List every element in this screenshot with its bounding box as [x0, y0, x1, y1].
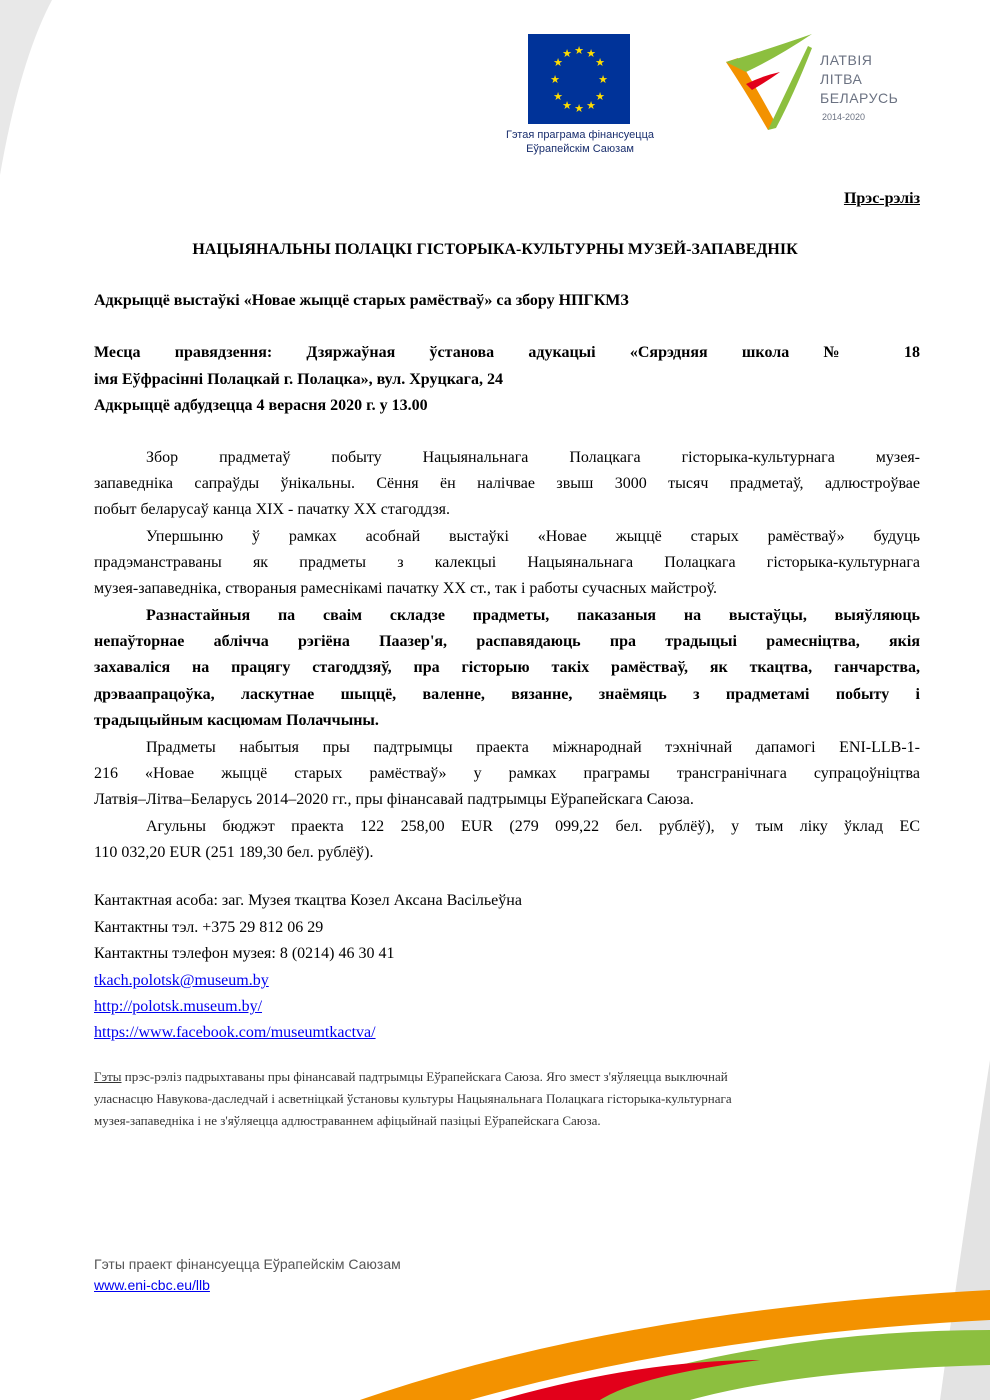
paragraph-4-line-3: Латвія–Літва–Беларусь 2014–2020 гг., пры фінансавай падтрымцы Еўрапейскага Саюза. [94, 791, 694, 808]
contact-person: Кантактная асоба: заг. Музея ткацтва Козел Аксана Васільеўна [94, 892, 522, 909]
eu-flag-logo [528, 34, 630, 124]
opening-date: Адкрыццё адбудзецца 4 верасня 2020 г. у 13.00 [94, 397, 428, 414]
museum-phone: Кантактны тэлефон музея: 8 (0214) 46 30 41 [94, 945, 395, 962]
svg-text:★: ★ [595, 90, 605, 103]
eu-caption-line1: Гэтая праграма фінансуецца [505, 129, 655, 141]
svg-text:★: ★ [574, 102, 584, 115]
paragraph-4-line-1: Прадметы набытыя пры падтрымцы праекта міжнароднай тэхнічнай дапамогі ENI-LLB-1- [146, 739, 920, 756]
disclaimer-line-1 [94, 1069, 920, 1085]
paragraph-2-line-1: Упершыню ў рамках асобнай выстаўкі «Новае жыццё старых рамёстваў» будуць [146, 528, 920, 545]
facebook-line [94, 1024, 376, 1042]
disclaimer-line-3: музея-запаведніка і не з'яўляецца адлюстраваннем афіцыйнай пазіцыі Еўрапейскага Саюза. [94, 1113, 601, 1128]
paragraph-3-line-1: Разнастайныя па сваім складзе прадметы, паказаныя на выстаўцы, выяўляюць [146, 607, 920, 624]
left-top-ribbon [0, 0, 52, 175]
venue-line-1: Месца правядзення: Дзяржаўная ўстанова адукацыі «Сярэдняя школа № 18 [94, 344, 920, 361]
paragraph-4-line-2: 216 «Новае жыццё старых рамёстваў» у рамках праграмы трансгранічнага супрацоўніцтва [94, 765, 920, 782]
svg-text:★: ★ [553, 90, 563, 103]
paragraph-3-line-2: непаўторнае аблічча рэгіёна Паазер'я, распавядаюць пра традыцыі рамесніцтва, якія [94, 633, 920, 650]
svg-text:★: ★ [598, 73, 608, 86]
paragraph-1-line-3: побыт беларусаў канца XIX - пачатку XX стагоддзя. [94, 501, 451, 518]
svg-text:★: ★ [586, 47, 596, 60]
paragraph-5-line-2: 110 032,20 EUR (251 189,30 бел. рублёў). [94, 844, 374, 861]
paragraph-2-line-2: прадэманстраваны як прадметы з калекцыі Нацыянальнага Полацкага гісторыка-культурнага [94, 554, 920, 571]
programme-name-belarus: БЕЛАРУСЬ [820, 90, 899, 106]
facebook-link[interactable]: https://www.facebook.com/museumtkactva/ [94, 1024, 376, 1041]
footer-site-line [94, 1277, 210, 1293]
page-title: НАЦЫЯНАЛЬНЫ ПОЛАЦКІ ГІСТОРЫКА-КУЛЬТУРНЫ МУЗЕЙ-ЗАПАВЕДНІК [192, 241, 798, 258]
paragraph-1-line-2: запаведніка сапраўды ўнікальны. Сёння ён налічвае звыш 3000 тысяч прадметаў, адлюстроўвае [94, 475, 920, 492]
eu-caption-line2: Еўрапейскім Саюзам [526, 143, 634, 155]
paragraph-2-line-3: музея-запаведніка, створаныя рамеснікамі пачатку XX ст., так і работы сучасных майстроў. [94, 580, 717, 597]
svg-text:★: ★ [595, 56, 605, 69]
eu-stars-icon [528, 34, 630, 124]
programme-logo-icon [716, 32, 814, 132]
svg-text:★: ★ [550, 73, 560, 86]
footer-site-link[interactable]: www.eni-cbc.eu/llb [94, 1277, 210, 1293]
programme-name-latvia: ЛАТВІЯ [820, 52, 873, 68]
paragraph-3-line-4: дрэваапрацоўка, ласкутнае шыццё, валенне, вязанне, знаёмяць з прадметамі побыту і [94, 686, 920, 703]
press-release-label: Прэс-рэліз [843, 190, 920, 207]
paragraph-5-line-1: Агульны бюджэт праекта 122 258,00 EUR (279 099,22 бел. рублёў), у тым ліку ўклад ЕС [146, 818, 921, 835]
paragraph-3-line-3: захаваліся на працягу стагоддзяў, пра гісторыю такіх рамёстваў, як ткацтва, ганчарства, [94, 659, 920, 676]
paragraph-1-line-1: Збор прадметаў побыту Нацыянальнага Полацкага гісторыка-культурнага музея- [146, 449, 920, 466]
website-link[interactable]: http://polotsk.museum.by/ [94, 998, 263, 1015]
svg-text:★: ★ [574, 44, 584, 57]
email-link[interactable]: tkach.polotsk@museum.by [94, 972, 269, 989]
email-line [94, 972, 269, 990]
svg-text:★: ★ [586, 99, 596, 112]
programme-years: 2014-2020 [822, 112, 866, 122]
disclaimer-line-1-text: прэс-рэліз падрыхтаваны пры фінансавай падтрымцы Еўрапейскага Саюза. Яго змест з'яўляецца выключнай [121, 1069, 728, 1084]
disclaimer-first-word: Гэты [94, 1069, 122, 1084]
footer-funding-note: Гэты праект фінансуецца Еўрапейскім Саюзам [94, 1256, 401, 1272]
website-line [94, 998, 262, 1016]
disclaimer-line-2: уласнасцю Навукова-даследчай і асветніцкай ўстановы культуры Нацыянальнага Полацкага гісторыка-культурнага [94, 1091, 732, 1106]
contact-phone: Кантактны тэл. +375 29 812 06 29 [94, 919, 324, 936]
svg-text:★: ★ [553, 56, 563, 69]
eu-funding-caption [480, 128, 680, 156]
paragraph-3-line-5: традыцыйным касцюмам Полаччыны. [94, 712, 379, 729]
exhibition-subtitle: Адкрыццё выстаўкі «Новае жыццё старых рамёстваў» са збору НПГКМЗ [94, 292, 629, 309]
programme-name-lithuania: ЛІТВА [820, 71, 863, 87]
venue-line-2: імя Еўфрасінні Полацкай г. Полацка», вул. Хруцкага, 24 [94, 371, 503, 388]
svg-text:★: ★ [562, 99, 572, 112]
svg-text:★: ★ [562, 47, 572, 60]
